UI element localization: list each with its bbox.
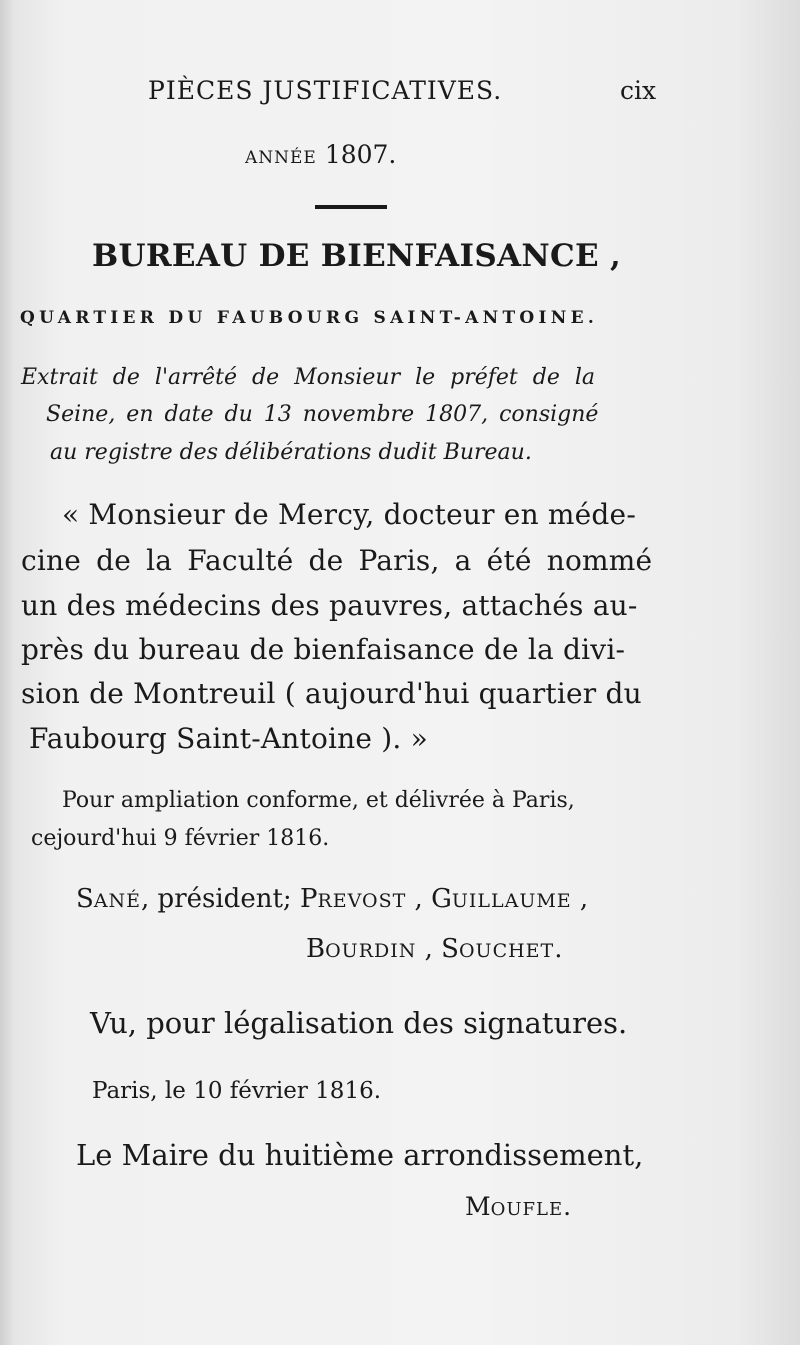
page-number: cix [620, 76, 657, 105]
running-title: PIÈCES JUSTIFICATIVES. [148, 76, 503, 105]
mayor-signature: MOUFLE. [465, 1192, 572, 1221]
body-line: sion de Montreuil ( aujourd'hui quartier du [21, 677, 642, 710]
body-line: cine de la Faculté de Paris, a été nommé [21, 544, 653, 577]
section-title: BUREAU DE BIENFAISANCE , [92, 238, 622, 274]
year-heading [245, 140, 396, 169]
year-label: ANNÉE [245, 148, 317, 168]
body-line: Faubourg Saint-Antoine ). » [29, 722, 428, 755]
extract-line: Seine, en date du 13 novembre 1807, consigné [46, 402, 599, 427]
signatories-line-1: SANÉ, président; PREVOST , GUILLAUME , [76, 884, 589, 914]
signatory-bourdin: BOURDIN [306, 934, 417, 964]
ampliation-line: Pour ampliation conforme, et délivrée à Paris, [62, 788, 575, 813]
place-date: Paris, le 10 février 1816. [92, 1078, 382, 1104]
extract-line: au registre des délibérations dudit Bureau. [50, 440, 532, 465]
legalisation-line: Vu, pour légalisation des signatures. [90, 1006, 628, 1040]
mayor-line: Le Maire du huitième arrondissement, [76, 1138, 644, 1172]
year-value: 1807. [324, 140, 397, 169]
heading-rule [315, 205, 387, 209]
signatory-prevost: PREVOST [299, 884, 407, 914]
signatories-line-2: BOURDIN , SOUCHET. [306, 934, 563, 964]
section-subtitle: QUARTIER DU FAUBOURG SAINT-ANTOINE. [20, 308, 599, 328]
signatory-guillaume: GUILLAUME [431, 884, 572, 914]
body-line: près du bureau de bienfaisance de la divi- [21, 633, 626, 666]
signatory-souchet: SOUCHET [441, 934, 555, 964]
ampliation-line: cejourd'hui 9 février 1816. [31, 826, 330, 851]
extract-line: Extrait de l'arrêté de Monsieur le préfet de la [21, 365, 595, 390]
signatory-sane: SANÉ [76, 884, 142, 914]
body-line: « Monsieur de Mercy, docteur en méde- [62, 498, 636, 531]
body-line: un des médecins des pauvres, attachés au- [21, 589, 638, 622]
